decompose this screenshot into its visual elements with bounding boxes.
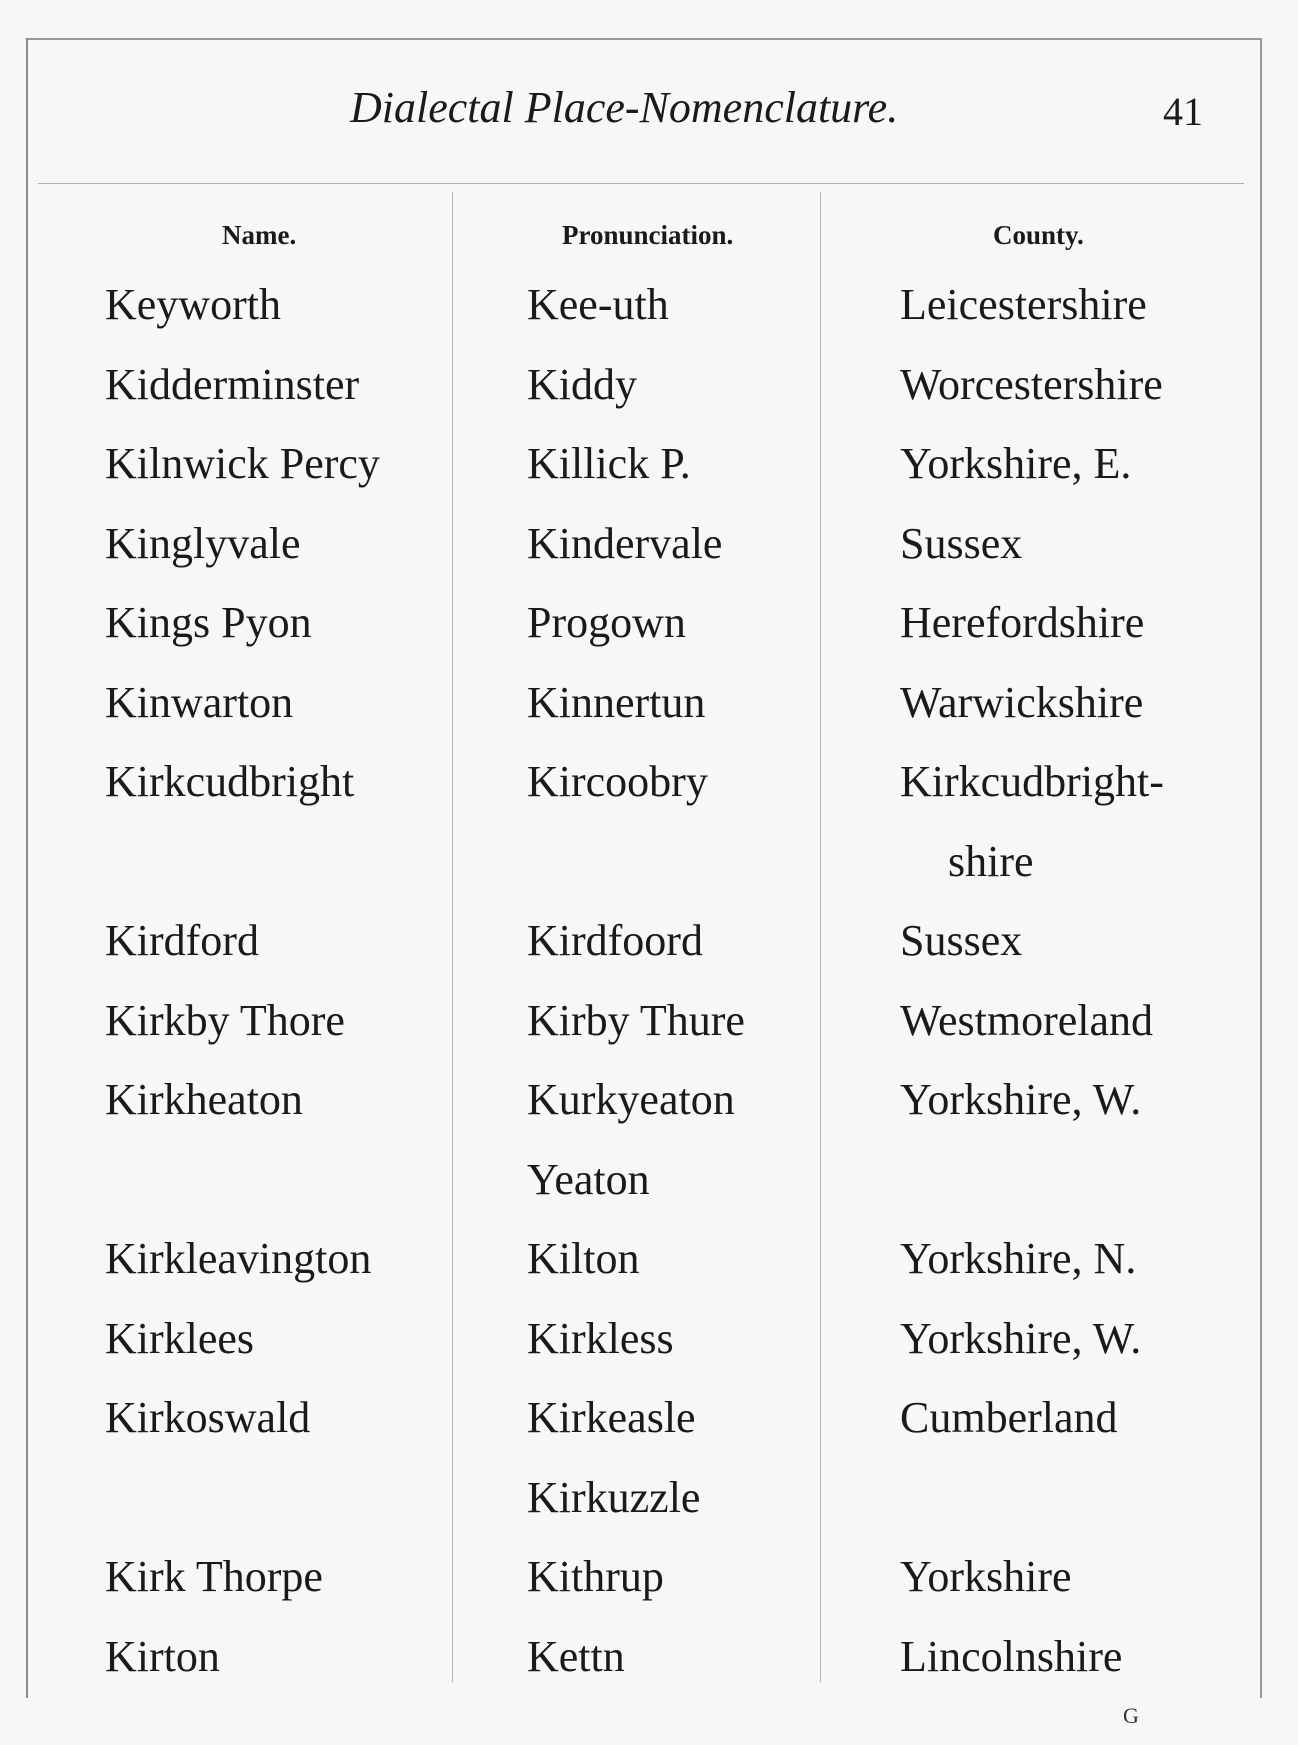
- table-row-line: [0, 588, 1298, 668]
- table-row-line: [0, 747, 1298, 827]
- county: Sussex: [900, 518, 1023, 568]
- pronunciation: Progown: [527, 598, 686, 647]
- table-row: [0, 1383, 1298, 1542]
- county: Cumberland: [900, 1393, 1118, 1442]
- county: Herefordshire: [900, 598, 1145, 647]
- table-row: [0, 1224, 1298, 1304]
- pronunciation: Kirkuzzle: [527, 1472, 701, 1522]
- county: shire: [948, 836, 1034, 886]
- place-name: Kinwarton: [105, 677, 294, 727]
- table-row: [0, 270, 1298, 350]
- place-name: Kirton: [105, 1631, 220, 1681]
- table-row: [0, 1542, 1298, 1622]
- place-name: Kirkby Thore: [105, 995, 345, 1045]
- place-name: Kirdford: [105, 916, 259, 965]
- table-row: [0, 588, 1298, 668]
- place-name: Kidderminster: [105, 359, 360, 409]
- place-name: Keyworth: [105, 280, 281, 329]
- table-row-line: [0, 986, 1298, 1066]
- county: Worcestershire: [900, 359, 1163, 409]
- pronunciation: Kirdfoord: [527, 916, 703, 965]
- table-row-line: [0, 668, 1298, 748]
- table-row: [0, 1065, 1298, 1224]
- pronunciation: Kirkless: [527, 1313, 674, 1363]
- table-row-line: [0, 1304, 1298, 1384]
- pronunciation: Killick P.: [527, 439, 691, 488]
- pronunciation: Kiddy: [527, 359, 637, 409]
- place-name: Kirkcudbright: [105, 757, 355, 806]
- table-row-line: [0, 429, 1298, 509]
- county: Yorkshire, N.: [900, 1234, 1137, 1283]
- column-header-name: Name.: [222, 220, 297, 250]
- county: Leicestershire: [900, 280, 1147, 329]
- pronunciation: Kee-uth: [527, 280, 669, 329]
- place-name: Kirkoswald: [105, 1393, 311, 1442]
- table-row-line: [0, 270, 1298, 350]
- running-title: Dialectal Place-Nomenclature.: [350, 83, 899, 132]
- place-name: Kirkheaton: [105, 1075, 303, 1124]
- pronunciation: Kirkeasle: [527, 1393, 696, 1442]
- table-row-line: [0, 1622, 1298, 1702]
- table-row-line: [0, 350, 1298, 430]
- place-name: Kinglyvale: [105, 518, 301, 568]
- column-header-county: County.: [993, 220, 1084, 250]
- signature-mark: G: [1123, 1703, 1139, 1728]
- table-row: [0, 350, 1298, 430]
- county: Kirkcudbright-: [900, 757, 1164, 806]
- pronunciation: Kirby Thure: [527, 995, 745, 1045]
- table-row: [0, 986, 1298, 1066]
- place-name: Kirklees: [105, 1313, 255, 1363]
- pronunciation: Kithrup: [527, 1552, 664, 1601]
- table-row-line: [0, 1463, 1298, 1543]
- pronunciation: Kircoobry: [527, 757, 708, 806]
- pronunciation: Kindervale: [527, 518, 723, 568]
- place-name: Kirk Thorpe: [105, 1552, 323, 1601]
- county: Yorkshire, W.: [900, 1313, 1142, 1363]
- county: Westmoreland: [900, 995, 1154, 1045]
- table-row: [0, 429, 1298, 509]
- table-row-line: [0, 509, 1298, 589]
- place-name-table: [0, 270, 1298, 1701]
- place-name: Kings Pyon: [105, 598, 312, 647]
- pronunciation: Kettn: [527, 1631, 625, 1681]
- column-header-pronunciation: Pronunciation.: [562, 220, 734, 250]
- table-row-line: [0, 827, 1298, 907]
- table-row: [0, 1622, 1298, 1702]
- table-row: [0, 668, 1298, 748]
- county: Yorkshire: [900, 1552, 1072, 1601]
- header-rule: [38, 183, 1244, 184]
- table-row: [0, 509, 1298, 589]
- table-row-line: [0, 1542, 1298, 1622]
- county: Warwickshire: [900, 677, 1144, 727]
- pronunciation: Kinnertun: [527, 677, 706, 727]
- county: Yorkshire, W.: [900, 1075, 1142, 1124]
- county: Sussex: [900, 916, 1023, 965]
- county: Yorkshire, E.: [900, 439, 1132, 488]
- county: Lincolnshire: [900, 1631, 1123, 1681]
- table-row-line: [0, 1224, 1298, 1304]
- table-row: [0, 1304, 1298, 1384]
- table-row-line: [0, 1145, 1298, 1225]
- table-row: [0, 747, 1298, 906]
- table-row-line: [0, 906, 1298, 986]
- page-number: 41: [1163, 89, 1203, 134]
- table-row-line: [0, 1383, 1298, 1463]
- page-frame-top: [26, 38, 1262, 40]
- place-name: Kilnwick Percy: [105, 439, 380, 488]
- pronunciation: Kilton: [527, 1234, 640, 1283]
- place-name: Kirkleavington: [105, 1234, 372, 1283]
- pronunciation: Kurkyeaton: [527, 1075, 735, 1124]
- pronunciation: Yeaton: [527, 1154, 650, 1204]
- table-row: [0, 906, 1298, 986]
- table-row-line: [0, 1065, 1298, 1145]
